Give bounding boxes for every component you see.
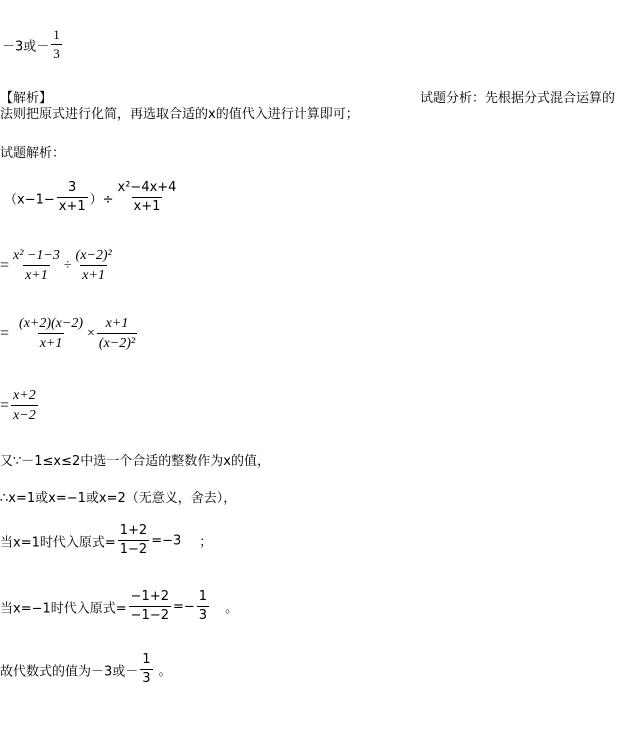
analysis-intro-line2: 法则把原式进行化简，再选取合适的x的值代入进行计算即可；: [0, 107, 359, 122]
solution-title: 试题解析：: [0, 146, 66, 161]
step2-times: ×: [87, 325, 95, 341]
step1-f2-num: (x−2)²: [75, 248, 112, 263]
step2-equals: =: [0, 324, 10, 342]
step2-f1-den: x+1: [38, 333, 65, 351]
step1-f1-den: x+1: [23, 265, 50, 283]
case2-text: 当x=−1时代入原式=: [0, 601, 127, 617]
expr-fraction-1: [57, 181, 88, 215]
answer-prefix: －3或－: [2, 39, 50, 55]
expr-f1-num: 3: [68, 180, 77, 195]
expr-f2-num: x²−4x+4: [117, 180, 177, 195]
case2-fraction: [129, 590, 171, 624]
case1-num: 1+2: [119, 523, 148, 538]
step3-den: x−2: [11, 405, 38, 423]
step1-fraction-2: [74, 248, 114, 284]
conclusion-den: 3: [142, 671, 151, 687]
case2-den: −1−2: [130, 608, 169, 624]
case2-end: 。: [225, 601, 239, 617]
answer: [2, 28, 64, 62]
analysis-intro-right: 试题分析：先根据分式混合运算的: [420, 91, 616, 106]
expr-f2-den: x+1: [133, 199, 161, 215]
step3-fraction: [11, 388, 38, 424]
step1-divide: ÷: [63, 257, 72, 273]
step1-equals: =: [0, 256, 10, 274]
expr-open: （x−1−: [4, 192, 55, 208]
case2-result-den: 3: [198, 608, 208, 624]
case1-text: 当x=1时代入原式=: [0, 535, 116, 551]
case2-result-num: 1: [198, 589, 208, 604]
expr-f1-den: x+1: [58, 199, 86, 215]
step1-f2-den: x+1: [80, 265, 107, 283]
expr-fraction-2: [116, 181, 179, 215]
case1-result: =−3: [151, 533, 182, 549]
case1-fraction: [118, 524, 149, 558]
answer-fraction: [51, 28, 62, 62]
conclusion-end: 。: [158, 664, 172, 680]
step3-equals: =: [0, 396, 10, 414]
step2-f1-num: (x+2)(x−2): [19, 316, 84, 331]
conclusion-num: 1: [142, 652, 151, 667]
case2-result-fraction: [197, 590, 209, 624]
step2-fraction-2: [97, 316, 137, 352]
step2-f2-den: (x−2)²: [97, 333, 137, 351]
step3-num: x+2: [13, 388, 36, 403]
step2-fraction-1: [17, 316, 85, 352]
analysis-tag: 【解析】: [0, 91, 53, 106]
case-1: [0, 524, 212, 558]
answer-fraction-num: 1: [53, 27, 60, 42]
answer-fraction-den: 3: [53, 46, 60, 62]
case2-num: −1+2: [130, 589, 169, 604]
case-2: [0, 590, 238, 624]
conclusion-fraction: [140, 653, 152, 687]
case2-mid: =−: [172, 599, 195, 615]
conclusion: [0, 653, 172, 687]
step1-f1-num: x² −1−3: [13, 248, 60, 263]
expr-close-div: ）÷: [89, 192, 114, 208]
step-3: [0, 388, 40, 424]
original-expression: [4, 181, 180, 215]
case1-den: 1−2: [119, 542, 148, 558]
case1-end: ；: [199, 535, 213, 551]
values-line: ∴x=1或x=−1或x=2（无意义，舍去），: [0, 491, 237, 506]
step-2: [0, 316, 139, 352]
conclusion-text: 故代数式的值为－3或－: [0, 664, 139, 680]
step1-fraction-1: [11, 248, 62, 284]
step2-f2-num: x+1: [105, 316, 129, 331]
step-1: [0, 248, 116, 284]
choose-integer-line: 又∵－1≤x≤2中选一个合适的整数作为x的值，: [0, 454, 270, 469]
